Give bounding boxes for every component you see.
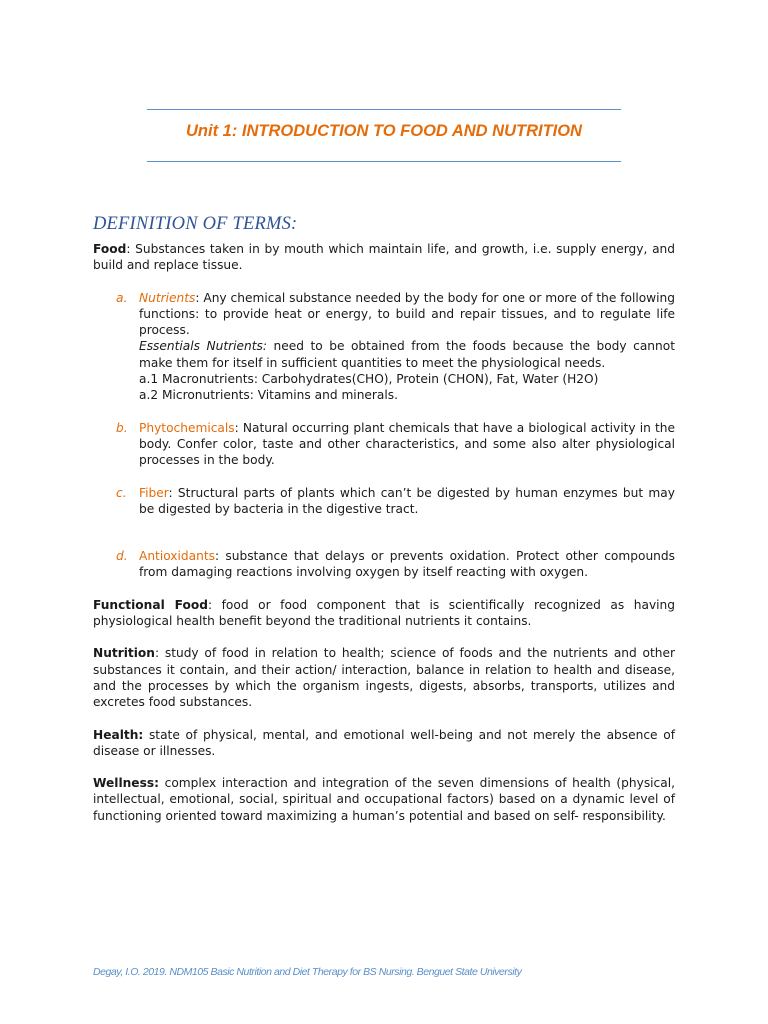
spacer (93, 711, 675, 727)
definition-health (93, 727, 675, 760)
essential-nutrients-paragraph (139, 338, 675, 371)
term-health: Health: (93, 727, 144, 742)
list-marker: a. (116, 290, 128, 305)
definition-nutrition-text: : study of food in relation to health; science of foods and the nutrients and other substances it contain, and their action/ interaction, balance in relation to health and disease, and the processes by which the organism ingests, digests, absorbs, transports, utilizes and excretes food substances. (93, 646, 675, 710)
list-marker: c. (116, 485, 127, 500)
list-item-fiber (93, 485, 675, 518)
micronutrients-line: a.2 Micronutrients: Vitamins and minerals. (139, 388, 399, 403)
definition-food-text: : Substances taken in by mouth which maintain life, and growth, i.e. supply energy, and build and replace tissue. (93, 242, 675, 273)
term-fiber: Fiber (139, 485, 169, 500)
spacer (93, 274, 675, 290)
term-antioxidants: Antioxidants (139, 549, 215, 564)
definition-health-text: state of physical, mental, and emotional well-being and not merely the absence of disease or illnesses. (93, 727, 675, 758)
section-heading: DEFINITION OF TERMS: (93, 214, 298, 234)
term-functional-food: Functional Food (93, 597, 208, 612)
header-top-rule (147, 109, 621, 110)
list-marker: b. (116, 420, 128, 435)
spacer (93, 629, 675, 645)
spacer (93, 759, 675, 775)
term-phytochemicals: Phytochemicals (139, 420, 235, 435)
macronutrients-line: a.1 Macronutrients: Carbohydrates(CHO), Protein (CHON), Fat, Water (H2O) (139, 372, 599, 387)
term-nutrients: Nutrients (139, 290, 196, 305)
definition-functional-food (93, 597, 675, 630)
definition-phytochemicals-text: : Natural occurring plant chemicals that have a biological activity in the body. Confer color, taste and other characteristics, and some also alter physiological processes in the body. (139, 420, 675, 468)
footer-citation: Degay, I.O. 2019. NDM105 Basic Nutrition and Diet Therapy for BS Nursing. Benguet State University (93, 966, 522, 978)
definition-wellness (93, 775, 675, 824)
definition-nutrition (93, 645, 675, 710)
definition-antioxidants-text: : substance that delays or prevents oxidation. Protect other compounds from damaging reactions involving oxygen by itself reacting with oxygen. (139, 549, 675, 580)
term-essential-nutrients: Essentials Nutrients: (139, 339, 267, 354)
definition-food (93, 241, 675, 274)
list-item-phytochemicals (93, 420, 675, 469)
list-item-nutrients (93, 290, 675, 404)
definitions-body (93, 241, 675, 824)
list-item-antioxidants (93, 548, 675, 581)
definition-nutrients-text: : Any chemical substance needed by the body for one or more of the following functions: to provide heat or energy, to build and repair tissues, and to regulate life process. (139, 290, 675, 338)
definition-fiber-text: : Structural parts of plants which can’t be digested by human enzymes but may be digested by bacteria in the digestive tract. (139, 485, 675, 516)
definition-functional-food-text: : food or food component that is scientifically recognized as having physiological health benefit beyond the traditional nutrients it contains. (93, 597, 676, 629)
definition-wellness-text: complex interaction and integration of the seven dimensions of health (physical, intellectual, emotional, social, spiritual and occupational factors) based on a dynamic level of functioning oriented toward maximizing a human’s potential and based on self- responsibility. (93, 776, 675, 823)
spacer (93, 581, 675, 597)
unit-title: Unit 1: INTRODUCTION TO FOOD AND NUTRITION (186, 122, 582, 140)
term-nutrition: Nutrition (93, 646, 155, 661)
term-wellness: Wellness: (93, 776, 159, 791)
list-marker: d. (116, 549, 128, 564)
header-bottom-rule (147, 161, 621, 162)
food-subterms-list (93, 290, 675, 581)
definition-essential-nutrients-text: need to be obtained from the foods because the body cannot make them for itself in sufficient quantities to meet the physiological needs. (139, 339, 675, 370)
term-food: Food (93, 242, 127, 256)
